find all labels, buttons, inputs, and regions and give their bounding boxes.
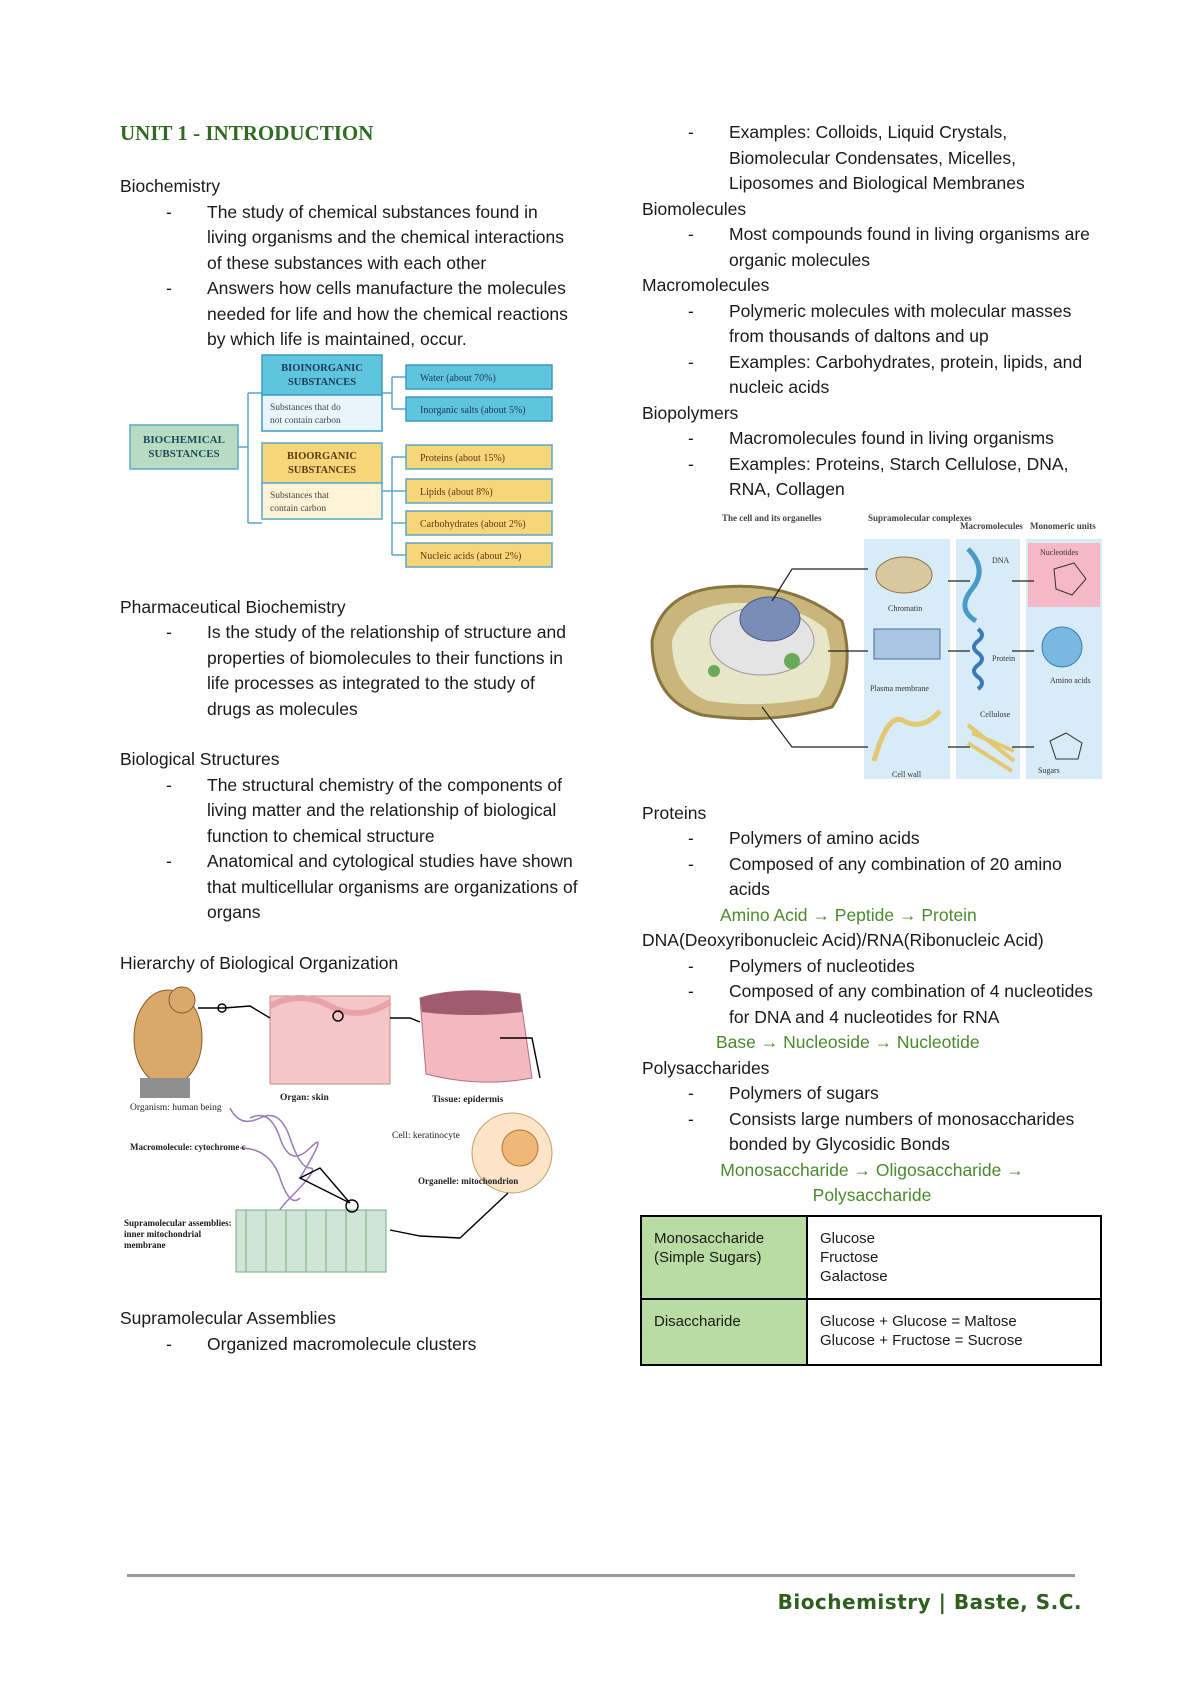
list-item: - Polymers of sugars — [642, 1081, 1102, 1107]
table-cell-values: Glucose Fructose Galactose — [807, 1216, 1101, 1299]
membrane-image — [874, 629, 940, 659]
figure-label: Cell wall — [892, 769, 922, 779]
biomolecules-heading: Biomolecules — [642, 198, 747, 219]
svg-text:BIOINORGANIC: BIOINORGANIC — [281, 362, 363, 374]
hierarchy-label: Organism: human being — [130, 1103, 222, 1113]
figure-label: Plasma membrane — [870, 683, 929, 693]
col-header: Supramolecular complexes — [868, 512, 972, 523]
saccharide-flow: Monosaccharide → Oligosaccharide → Polysaccharide — [720, 1159, 1024, 1205]
col-header: Monomeric units — [1030, 520, 1096, 531]
table-row — [641, 1299, 1101, 1365]
nucleic-list — [642, 954, 1102, 1031]
figure-label: Cellulose — [980, 709, 1011, 719]
nucleotide-flow: Base → Nucleoside → Nucleotide — [716, 1032, 980, 1052]
svg-text:Water (about 70%): Water (about 70%) — [420, 372, 496, 384]
svg-text:not contain carbon: not contain carbon — [270, 415, 341, 426]
list-item: - The structural chemistry of the components of living matter and the relationship of biological function to chemical structure — [120, 773, 580, 850]
hierarchy-label: Organelle: mitochondrion — [418, 1176, 519, 1186]
biochemical-substances-diagram — [120, 353, 580, 595]
hierarchy-label: Organ: skin — [280, 1093, 329, 1103]
list-item: - Macromolecules found in living organisms — [642, 426, 1102, 452]
root-box — [130, 425, 238, 469]
figure-label: Nucleotides — [1040, 547, 1079, 557]
svg-text:contain carbon: contain carbon — [270, 503, 327, 514]
svg-text:Carbohydrates (about 2%): Carbohydrates (about 2%) — [420, 518, 526, 530]
list-item: - Answers how cells manufacture the molecules needed for life and how the chemical reactions by which life is maintained, occur. — [120, 276, 580, 353]
svg-text:SUBSTANCES: SUBSTANCES — [287, 464, 357, 476]
hierarchy-label: Cell: keratinocyte — [392, 1131, 460, 1141]
list-item: - Examples: Carbohydrates, protein, lipids, and nucleic acids — [642, 350, 1102, 401]
hierarchy-label: Supramolecular assemblies: inner mitochondrial membrane — [124, 1218, 232, 1250]
figure-label: Amino acids — [1050, 675, 1091, 685]
bioinorganic-box — [262, 355, 382, 395]
col-header: Macromolecules — [960, 520, 1023, 531]
sugar-table — [640, 1215, 1102, 1366]
svg-text:BIOORGANIC: BIOORGANIC — [286, 450, 358, 462]
list-item: - Consists large numbers of monosaccharides bonded by Glycosidic Bonds — [642, 1107, 1102, 1158]
polysaccharides-heading: Polysaccharides — [642, 1057, 770, 1078]
biomolecules-list — [642, 222, 1102, 273]
pharma-list — [120, 620, 580, 722]
unit-title: UNIT 1 - INTRODUCTION — [120, 121, 374, 145]
macromolecules-list — [642, 299, 1102, 401]
supramolecular-list — [120, 1332, 580, 1358]
nucleic-heading: DNA(Deoxyribonucleic Acid)/RNA(Ribonucleic Acid) — [642, 930, 1044, 950]
list-item: - Composed of any combination of 4 nucleotides for DNA and 4 nucleotides for RNA — [642, 979, 1102, 1030]
list-item: - Anatomical and cytological studies have shown that multicellular organisms are organizations of organs — [120, 849, 580, 926]
svg-text:Nucleic acids (about 2%): Nucleic acids (about 2%) — [420, 550, 522, 562]
list-item: - Most compounds found in living organisms are organic molecules — [642, 222, 1102, 273]
biopolymers-list — [642, 426, 1102, 503]
proteins-list — [642, 826, 1102, 903]
left-column — [120, 120, 580, 1357]
table-row — [641, 1216, 1101, 1299]
protein-flow: Amino Acid → Peptide → Protein — [720, 904, 977, 925]
bioorganic-box — [262, 443, 382, 483]
list-item: - Composed of any combination of 20 amino acids — [642, 852, 1102, 903]
membrane-image — [236, 1210, 386, 1272]
bio-structures-list — [120, 773, 580, 926]
list-item: - Organized macromolecule clusters — [120, 1332, 580, 1358]
figure-label: Chromatin — [888, 603, 923, 613]
svg-text:Lipids (about 8%): Lipids (about 8%) — [420, 486, 493, 498]
biopolymers-heading: Biopolymers — [642, 402, 739, 423]
root-label-2: SUBSTANCES — [148, 447, 220, 460]
hierarchy-label: Tissue: epidermis — [432, 1095, 504, 1105]
table-cell-label: Disaccharide — [641, 1299, 807, 1365]
list-item: - Polymers of amino acids — [642, 826, 1102, 852]
bio-structures-heading: Biological Structures — [120, 749, 280, 769]
hierarchy-heading: Hierarchy of Biological Organization — [120, 952, 399, 973]
hierarchy-figure — [120, 978, 580, 1288]
chromatin-image — [876, 557, 932, 593]
proteins-heading: Proteins — [642, 802, 707, 823]
macromolecule-image — [230, 1108, 318, 1221]
pharma-heading: Pharmaceutical Biochemistry — [120, 596, 346, 617]
macromolecules-heading: Macromolecules — [642, 275, 770, 295]
list-item: - Examples: Proteins, Starch Cellulose, DNA, RNA, Collagen — [642, 452, 1102, 503]
amino-acid-image — [1042, 627, 1082, 667]
root-label-1: BIOCHEMICAL — [143, 433, 225, 446]
figure-label: Sugars — [1038, 765, 1060, 775]
list-item: - Is the study of the relationship of structure and properties of biomolecules to their functions in life processes as integrated to the study of drugs as molecules — [120, 620, 580, 722]
figure-label: DNA — [992, 555, 1010, 565]
table-cell-values: Glucose + Glucose = Maltose Glucose + Fructose = Sucrose — [807, 1299, 1101, 1365]
supramolecular-examples-list — [642, 120, 1102, 197]
page-footer: Biochemistry | Baste, S.C. — [777, 1590, 1082, 1614]
col-header: The cell and its organelles — [722, 512, 822, 523]
svg-text:SUBSTANCES: SUBSTANCES — [287, 376, 357, 388]
biochemistry-heading: Biochemistry — [120, 176, 221, 196]
svg-text:Inorganic salts (about 5%): Inorganic salts (about 5%) — [420, 404, 526, 416]
list-item: - Examples: Colloids, Liquid Crystals, Biomolecular Condensates, Micelles, Liposomes and Biological Membranes — [642, 120, 1102, 197]
figure-label: Protein — [992, 653, 1016, 663]
supramolecular-heading: Supramolecular Assemblies — [120, 1308, 336, 1328]
table-cell-label: Monosaccharide (Simple Sugars) — [641, 1216, 807, 1299]
svg-text:Substances that do: Substances that do — [270, 402, 341, 413]
svg-text:Proteins (about 15%): Proteins (about 15%) — [420, 452, 505, 464]
right-column — [642, 120, 1102, 1366]
hierarchy-label: Macromolecule: cytochrome c — [130, 1142, 246, 1152]
list-item: - The study of chemical substances found in living organisms and the chemical interactions of these substances with each other — [120, 200, 580, 277]
biochemistry-list — [120, 200, 580, 353]
list-item: - Polymers of nucleotides — [642, 954, 1102, 980]
footer-divider — [127, 1574, 1075, 1577]
list-item: - Polymeric molecules with molecular masses from thousands of daltons and up — [642, 299, 1102, 350]
cell-organization-figure — [642, 511, 1102, 783]
svg-text:Substances that: Substances that — [270, 490, 329, 501]
polysaccharides-list — [642, 1081, 1102, 1158]
